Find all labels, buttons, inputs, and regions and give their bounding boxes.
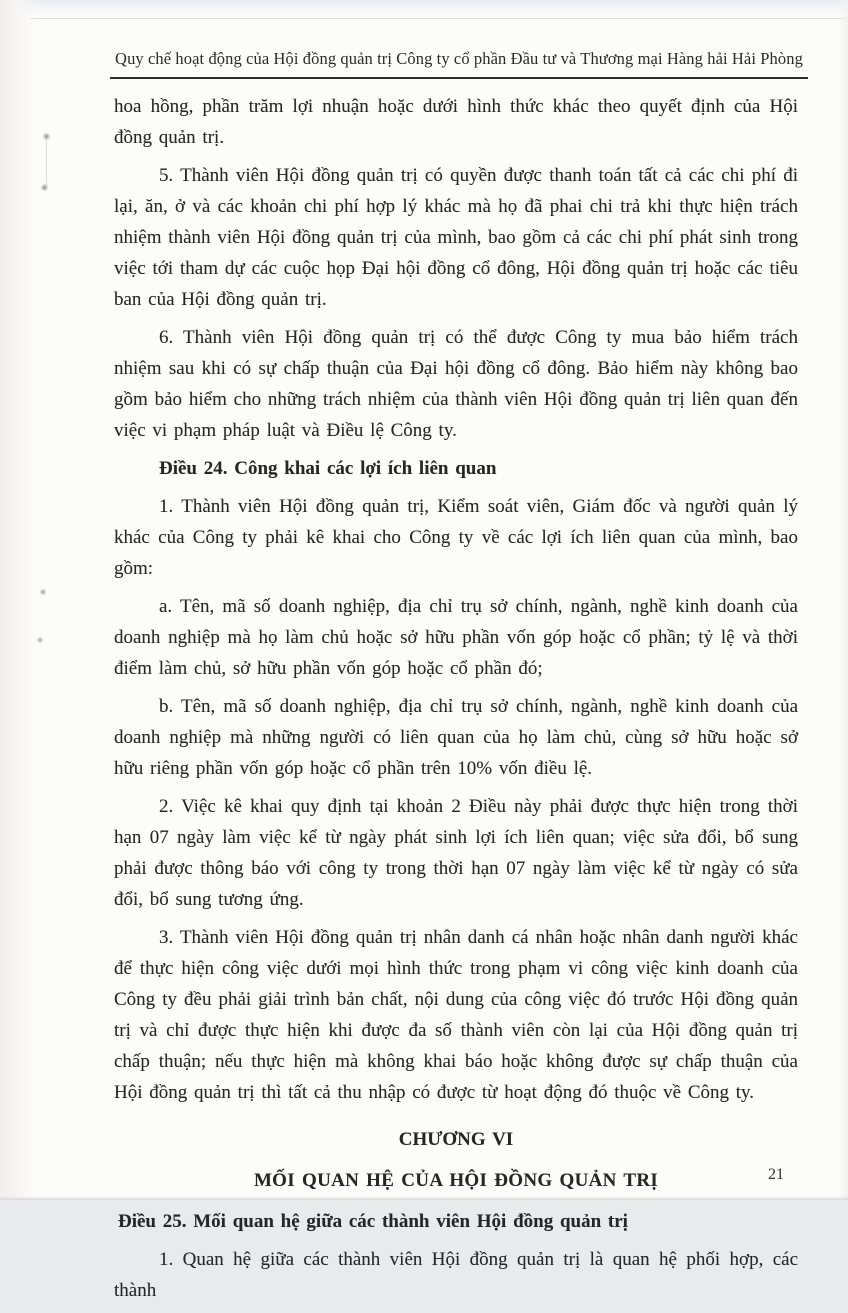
chapter-number: CHƯƠNG VI xyxy=(398,1129,514,1150)
page-number: 21 xyxy=(768,1166,784,1183)
scan-edge-right xyxy=(838,0,848,1200)
scan-edge-left xyxy=(0,0,36,1200)
paragraph-clause-5: 5. Thành viên Hội đồng quản trị có quyền được thanh toán tất cả các chi phí đi lại, ăn, ở và các khoản chi phí hợp lý khác mà họ đã phai chi trả khi thực hiện trách nhiệm thành viên Hội đồng quản trị của mình, bao gồm cả các chi phí phát sinh trong việc tới tham dự các cuộc họp Đại hội đồng cổ đông, Hội đồng quản trị hoặc các tiêu ban của Hội đồng quản trị. xyxy=(114,165,798,310)
document-body xyxy=(114,91,798,1306)
heading-article-24: Điều 24. Công khai các lợi ích liên quan xyxy=(159,458,497,479)
paragraph-clause-3: 3. Thành viên Hội đồng quản trị nhân danh cá nhân hoặc nhân danh người khác để thực hiện công việc dưới mọi hình thức trong phạm vi công việc kinh doanh của Công ty đều phải giải trình bản chất, nội dung của công việc đó trước Hội đồng quản trị và chỉ được thực hiện khi được đa số thành viên còn lại của Hội đồng quản trị chấp thuận; nếu thực hiện mà không khai báo hoặc không được sự chấp thuận của Hội đồng quản trị thì tất cả thu nhập có được từ hoạt động đó thuộc về Công ty. xyxy=(114,927,798,1103)
paragraph-clause-6: 6. Thành viên Hội đồng quản trị có thể được Công ty mua bảo hiểm trách nhiệm sau khi có sự chấp thuận của Đại hội đồng cổ đông. Bảo hiểm này không bao gồm bảo hiểm cho những trách nhiệm của thành viên Hội đồng quản trị liên quan đến việc vi phạm pháp luật và Điều lệ Công ty. xyxy=(114,327,798,441)
page-content xyxy=(114,0,803,1313)
chapter-title: MỐI QUAN HỆ CỦA HỘI ĐỒNG QUẢN TRỊ xyxy=(253,1170,659,1191)
paragraph-clause-2: 2. Việc kê khai quy định tại khoản 2 Điều này phải được thực hiện trong thời hạn 07 ngày làm việc kể từ ngày phát sinh lợi ích liên quan; việc sửa đổi, bổ sung phải được thông báo với công ty trong thời hạn 07 ngày làm việc kể từ ngày có sửa đổi, bổ sung tương ứng. xyxy=(114,796,798,910)
paragraph-point-a: a. Tên, mã số doanh nghiệp, địa chỉ trụ sở chính, ngành, nghề kinh doanh của doanh nghiệp mà họ làm chủ hoặc sở hữu phần vốn góp hoặc cổ phần; tỷ lệ và thời điểm làm chủ, sở hữu phần vốn góp hoặc cổ phần đó; xyxy=(114,596,798,679)
heading-article-25: Điều 25. Mối quan hệ giữa các thành viên Hội đồng quản trị xyxy=(118,1211,628,1232)
staple-mark xyxy=(44,134,49,139)
paragraph-point-b: b. Tên, mã số doanh nghiệp, địa chỉ trụ sở chính, ngành, nghề kinh doanh của doanh nghiệp mà những người có liên quan của họ làm chủ, cùng sở hữu hoặc sở hữu riêng phần vốn góp hoặc cổ phần trên 10% vốn điều lệ. xyxy=(114,696,798,779)
paragraph-article-25-clause-1: 1. Quan hệ giữa các thành viên Hội đồng quản trị là quan hệ phối hợp, các thành xyxy=(114,1249,798,1301)
paragraph-continuation: hoa hồng, phần trăm lợi nhuận hoặc dưới hình thức khác theo quyết định của Hội đồng quản trị. xyxy=(114,96,798,148)
staple-mark xyxy=(41,590,45,594)
staple-mark xyxy=(38,638,42,642)
staple-mark-line xyxy=(46,140,47,186)
paragraph-clause-1: 1. Thành viên Hội đồng quản trị, Kiểm soát viên, Giám đốc và người quản lý khác của Công ty phải kê khai cho Công ty về các lợi ích liên quan của mình, bao gồm: xyxy=(114,496,798,579)
running-header-title: Quy chế hoạt động của Hội đồng quản trị Công ty cổ phần Đầu tư và Thương mại Hàng hải Hải Phòng xyxy=(110,49,808,79)
